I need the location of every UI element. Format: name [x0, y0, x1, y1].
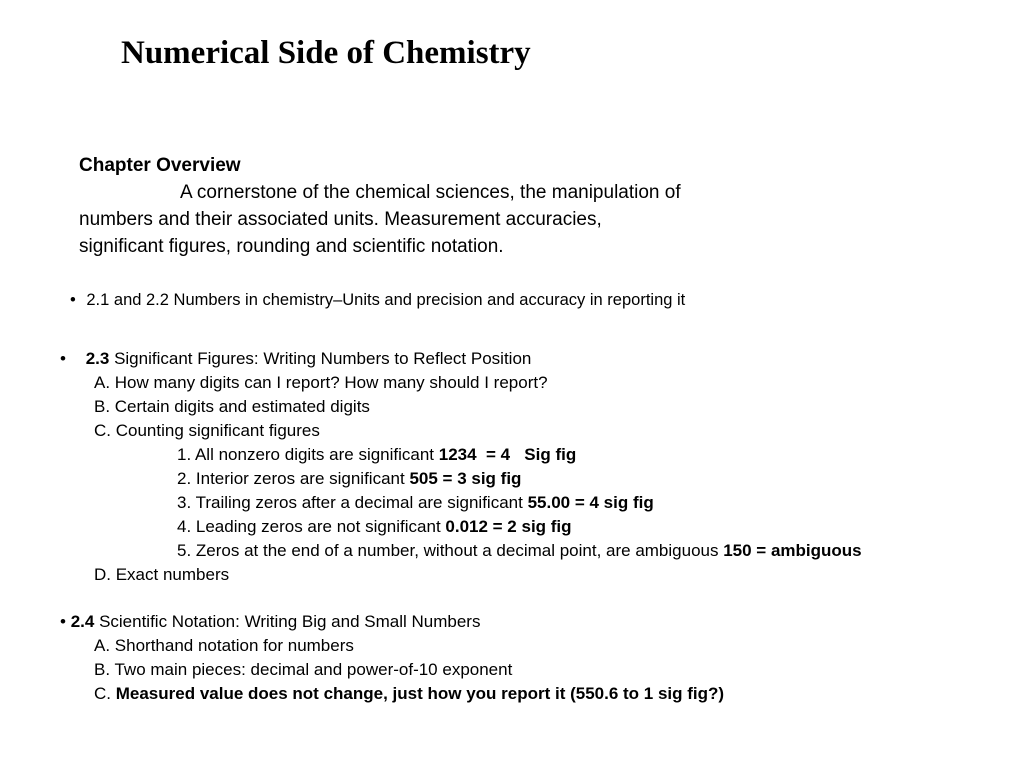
rule-item: [60, 467, 862, 491]
section-2-4: [60, 610, 724, 706]
section-heading: [60, 610, 724, 634]
bullet-section-2-1: [70, 289, 685, 311]
bullet-marker: •: [60, 612, 66, 631]
list-item: B. Certain digits and estimated digits: [94, 397, 370, 416]
chapter-overview: [79, 152, 681, 260]
overview-line: A cornerstone of the chemical sciences, the manipulation of: [180, 182, 681, 203]
list-item: A. Shorthand notation for numbers: [94, 636, 354, 655]
bullet-marker: •: [70, 291, 76, 309]
bullet-marker: •: [60, 349, 66, 368]
section-title: Significant Figures: Writing Numbers to Reflect Position: [114, 349, 532, 368]
list-item: [60, 682, 724, 706]
list-item: D. Exact numbers: [94, 565, 230, 584]
rule-example: 505 = 3 sig fig: [409, 469, 522, 488]
rule-text: 3. Trailing zeros after a decimal are significant: [177, 493, 528, 512]
section-heading: [60, 347, 862, 371]
bullet-text: 2.1 and 2.2 Numbers in chemistry–Units and precision and accuracy in reporting it: [86, 291, 686, 309]
section-number: 2.4: [70, 612, 95, 631]
rule-item: [60, 539, 862, 563]
rule-example: 55.00 = 4 sig fig: [527, 493, 654, 512]
rule-text: 4. Leading zeros are not significant: [177, 517, 446, 536]
item-emphasis: Measured value does not change, just how you report it (550.6 to 1 sig fig?): [115, 684, 725, 703]
section-title: Scientific Notation: Writing Big and Small Numbers: [99, 612, 481, 631]
list-item: A. How many digits can I report? How many should I report?: [94, 373, 548, 392]
item-prefix: C.: [94, 684, 116, 703]
overview-heading: Chapter Overview: [79, 155, 241, 176]
overview-line: significant figures, rounding and scientific notation.: [79, 236, 504, 257]
rule-item: [60, 443, 862, 467]
list-item: B. Two main pieces: decimal and power-of-10 exponent: [94, 660, 513, 679]
rule-text: 5. Zeros at the end of a number, without a decimal point, are ambiguous: [177, 541, 724, 560]
slide-title: Numerical Side of Chemistry: [121, 35, 531, 71]
list-item: C. Counting significant figures: [94, 421, 320, 440]
rule-item: [60, 515, 862, 539]
rule-text: 1. All nonzero digits are significant: [177, 445, 439, 464]
rule-item: [60, 491, 862, 515]
rule-text: 2. Interior zeros are significant: [177, 469, 410, 488]
section-number: 2.3: [85, 349, 110, 368]
overview-line: numbers and their associated units. Measurement accuracies,: [79, 209, 602, 230]
section-2-3: [60, 347, 862, 587]
rule-example: 1234 = 4 Sig fig: [438, 445, 577, 464]
rule-example: 0.012 = 2 sig fig: [445, 517, 572, 536]
rule-example: 150 = ambiguous: [723, 541, 862, 560]
